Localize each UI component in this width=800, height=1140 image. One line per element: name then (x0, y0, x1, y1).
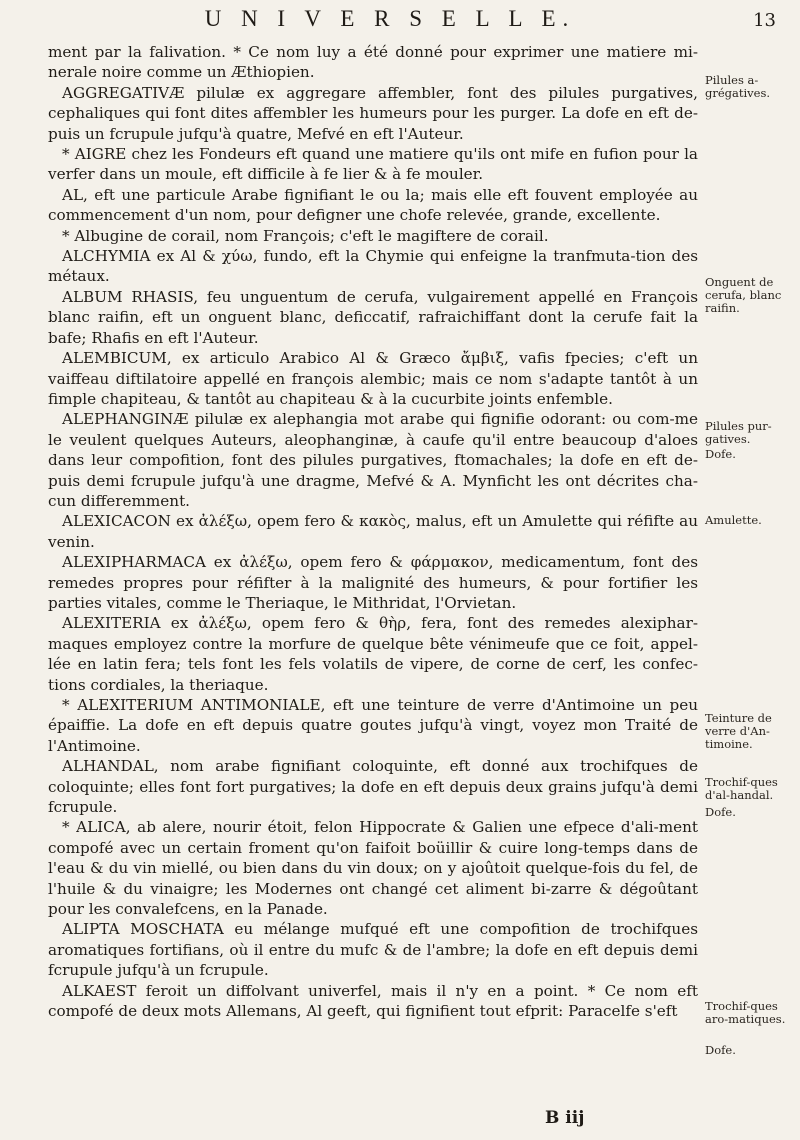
paragraph: ALEMBICUM, ex articulo Arabico Al & Græco ἄμβιξ, vafis fpecies; c'eft un vaiffeau diftilatoire appellé en françois alembic; mais ce nom s'adapte tantôt à un fimple chapiteau, & tantôt au chapiteau & à la cucurbite joints enfemble. (48, 349, 698, 408)
margin-note: Trochif-ques aro-matiques. (705, 999, 786, 1026)
paragraph: AL, eft une particule Arabe fignifiant le ou la; mais elle eft fouvent employée au commencement d'un nom, pour defigner une chofe relevée, grande, excellente. (48, 185, 698, 225)
page-body (48, 42, 698, 1022)
margin-note: Teinture de verre d'An-timoine. (705, 711, 772, 751)
running-title: U N I V E R S E L L E. (204, 6, 576, 31)
margin-note: Dofe. (705, 1043, 736, 1057)
margin-note: Pilules a-grégatives. (705, 73, 771, 100)
margin-note: Onguent de cerufa, blanc raifin. (705, 275, 782, 315)
paragraph: ALIPTA MOSCHATA eu mélange mufqué eft une compofition de trochifques aromatiques fortifians, où il entre du mufc & de l'ambre; la dofe en eft depuis demi fcrupule jufqu'à un fcrupule. (48, 920, 698, 980)
signature-mark: B iij (545, 1108, 585, 1128)
paragraph: * ALICA, ab alere, nourir étoit, felon Hippocrate & Galien une efpece d'ali-ment compofé avec un certain froment qu'on faifoit boüillir & cuire long-temps dans de l'eau & du vin miellé, ou bien dans du vin doux; on y ajoûtoit quelque-fois du fel, de l'huile & du vinaigre; les Modernes ont changé cet aliment bi-zarre & dégoûtant pour les convalefcens, en la Panade. (48, 818, 698, 919)
paragraph: ALCHYMIA ex Al & χύω, fundo, eft la Chymie qui enfeigne la tranfmuta-tion des métaux. (48, 247, 698, 286)
paragraph: ALBUM RHASIS, feu unguentum de cerufa, vulgairement appellé en François blanc raifin, eft un onguent blanc, deficcatif, rafraichiffant dont la cerufe fait la bafe; Rhafis en eft l'Auteur. (48, 287, 698, 347)
paragraph: ALEXITERIA ex ἀλέξω, opem fero & θὴρ, fera, font des remedes alexiphar-maques employez contre la morfure de quelque bête vénimeufe que ce foit, appel-lée en latin fera; tels font les fels volatils de vipere, de corne de cerf, les confec-tions cordiales, la theriaque. (48, 614, 698, 694)
paragraph: ALEXICACON ex ἀλέξω, opem fero & κακὸς, malus, eft un Amulette qui réfifte au venin. (48, 512, 698, 551)
paragraph: ALHANDAL, nom arabe fignifiant coloquinte, eft donné aux trochifques de coloquinte; elles font fort purgatives; la dofe en eft depuis deux grains jufqu'à demi fcrupule. (48, 757, 698, 817)
page-number: 13 (753, 10, 776, 31)
paragraph: ment par la falivation. * Ce nom luy a été donné pour exprimer une matiere mi-nerale noire comme un Æthiopien. (48, 43, 698, 82)
margin-note: Trochif-ques d'al-handal. (705, 775, 778, 802)
paragraph: * ALEXITERIUM ANTIMONIALE, eft une teinture de verre d'Antimoine un peu épaiffie. La dofe en eft depuis quatre goutes jufqu'à vingt, voyez mon Traité de l'Antimoine. (48, 696, 698, 755)
margin-note: Amulette. (705, 513, 762, 527)
margin-note: Dofe. (705, 447, 736, 461)
margin-note: Dofe. (705, 805, 736, 819)
paragraph: AGGREGATIVÆ pilulæ ex aggregare affembler, font des pilules purgatives, cephaliques qui font dites affembler les humeurs pour les purger. La dofe en eft de-puis un fcrupule jufqu'à quatre, Mefvé en eft l'Auteur. (48, 83, 698, 143)
paragraph: * AIGRE chez les Fondeurs eft quand une matiere qu'ils ont mife en fufion pour la verfer dans un moule, eft difficile à fe lier & à fe mouler. (48, 145, 698, 184)
paragraph: ALEPHANGINÆ pilulæ ex alephangia mot arabe qui fignifie odorant: ou com-me le veulent quelques Auteurs, aleophanginæ, à caufe qu'il entre beaucoup d'aloes dans leur compofition, font des pilules purgatives, ftomachales; la dofe en eft de-puis demi fcrupule jufqu'à une dragme, Mefvé & A. Mynficht les ont décrites cha-cun differemment. (48, 410, 698, 510)
paragraph: ALKAEST feroit un diffolvant univerfel, mais il n'y en a point. * Ce nom eft compofé de deux mots Allemans, Al geeft, qui fignifient tout efprit: Paracelfe s'eft (48, 981, 698, 1021)
paragraph: ALEXIPHARMACA ex ἀλέξω, opem fero & φάρμακον, medicamentum, font des remedes propres pour réfifter à la malignité des humeurs, & pour fortifier les parties vitales, comme le Theriaque, le Mithridat, l'Orvietan. (48, 553, 698, 612)
paragraph: * Albugine de corail, nom François; c'eft le magiftere de corail. (62, 226, 549, 245)
margin-note: Pilules pur-gatives. (705, 419, 772, 446)
